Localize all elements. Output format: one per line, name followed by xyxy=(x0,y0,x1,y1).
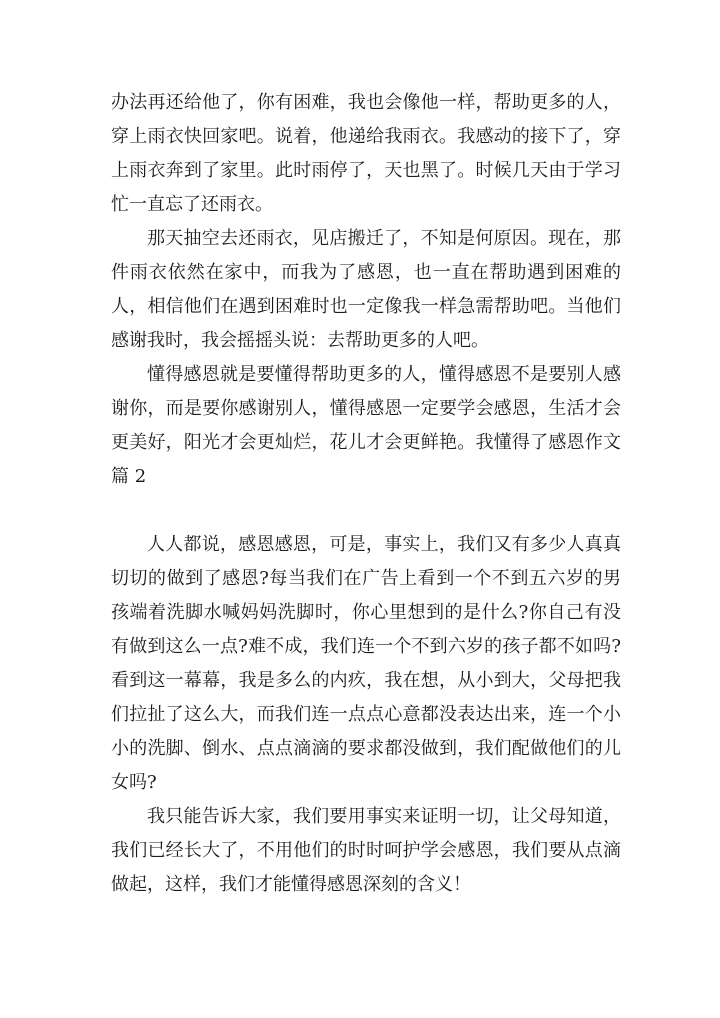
paragraph: 我只能告诉大家，我们要用事实来证明一切，让父母知道，我们已经长大了，不用他们的时时呵护学会感恩，我们要从点滴做起，这样，我们才能懂得感恩深刻的含义！ xyxy=(111,806,621,895)
section-gap xyxy=(111,494,621,528)
essay-body xyxy=(111,86,621,902)
paragraph: 懂得感恩就是要懂得帮助更多的人，懂得感恩不是要别人感谢你，而是要你感谢别人，懂得感恩一定要学会感恩，生活才会更美好，阳光才会更灿烂，花儿才会更鲜艳。我懂得了感恩作文篇 2 xyxy=(111,364,621,487)
paragraph-continued: 办法再还给他了，你有困难，我也会像他一样，帮助更多的人，穿上雨衣快回家吧。说着，他递给我雨衣。我感动的接下了，穿上雨衣奔到了家里。此时雨停了，天也黑了。时候几天由于学习忙一直忘了还雨衣。 xyxy=(111,92,621,215)
paragraph: 那天抽空去还雨衣，见店搬迁了，不知是何原因。现在，那件雨衣依然在家中，而我为了感恩，也一直在帮助遇到困难的人，相信他们在遇到困难时也一定像我一样急需帮助吧。当他们感谢我时，我会摇摇头说：去帮助更多的人吧。 xyxy=(111,228,621,351)
paragraph: 人人都说，感恩感恩，可是，事实上，我们又有多少人真真切切的做到了感恩?每当我们在广告上看到一个不到五六岁的男孩端着洗脚水喊妈妈洗脚时，你心里想到的是什么?你自己有没有做到这么一点?难不成，我们连一个不到六岁的孩子都不如吗?看到这一幕幕，我是多么的内疚，我在想，从小到大，父母把我们拉扯了这么大，而我们连一点点心意都没表达出来，连一个小小的洗脚、倒水、点点滴滴的要求都没做到，我们配做他们的儿女吗? xyxy=(111,534,621,793)
